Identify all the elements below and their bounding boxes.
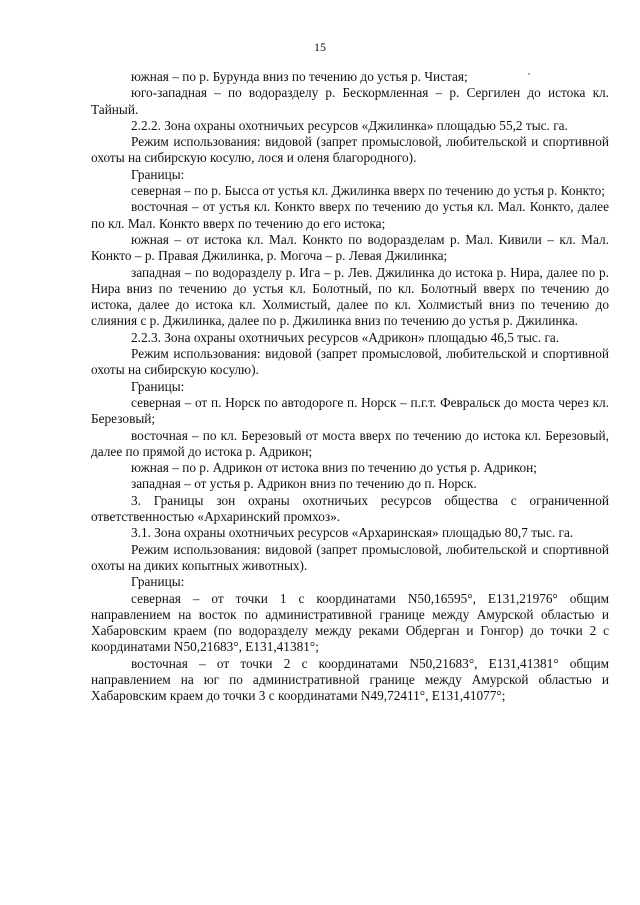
paragraph: 2.2.3. Зона охраны охотничьих ресурсов «Адрикон» площадью 46,5 тыс. га. <box>131 329 560 345</box>
paragraph: Границы: <box>131 574 185 590</box>
paragraph: Режим использования: видовой (запрет промысловой, любительской и спортивной охоты на сибирскую косулю). <box>91 346 609 378</box>
paragraph: северная – по р. Бысса от устья кл. Джилинка вверх по течению до устья р. Конкто; <box>131 183 605 199</box>
paragraph: восточная – по кл. Березовый от моста вверх по течению до истока кл. Березовый, далее по прямой до истока р. Адрикон; <box>91 427 609 459</box>
paragraph: юго-западная – по водоразделу р. Бескормленная – р. Сергилен до истока кл. Тайный. <box>91 85 609 117</box>
paragraph: 3. Границы зон охраны охотничьих ресурсов общества с ограниченной ответственностью «Архаринский промхоз». <box>91 492 609 525</box>
paragraph: западная – по водоразделу р. Ига – р. Лев. Джилинка до истока р. Нира, далее по р. Нира вниз по течению до устья кл. Болотный, по кл. Болотный вверх по течению до истока, далее до истока кл. Холмистый, далее по кл. Холмистый вниз по течению до слияния с р. Джилинка, далее по р. Джилинка вниз по течению до устья р. Джилинка. <box>91 264 609 329</box>
document-body <box>91 69 609 705</box>
paragraph: 2.2.2. Зона охраны охотничьих ресурсов «Джилинка» площадью 55,2 тыс. га. <box>131 117 568 133</box>
paragraph: западная – от устья р. Адрикон вниз по течению до п. Норск. <box>131 476 477 492</box>
paragraph: северная – от п. Норск по автодороге п. Норск – п.г.т. Февральск до моста через кл. Березовый; <box>91 394 609 427</box>
paragraph: Границы: <box>131 378 185 394</box>
paragraph: южная – от истока кл. Мал. Конкто по водоразделам р. Мал. Кивили – кл. Мал. Конкто – р. Правая Джилинка, р. Могоча – р. Левая Джилинка; <box>91 231 609 264</box>
paragraph: северная – от точки 1 с координатами N50,16595°, E131,21976° общим направлением на восток по административной границе между Амурской областью и Хабаровским краем (по водоразделу между реками Обдерган и Гонгор) до точки 2 с координатами N50,21683°, E131,41381°; <box>91 590 609 655</box>
paragraph: южная – по р. Бурунда вниз по течению до устья р. Чистая; <box>131 69 468 84</box>
paragraph: Режим использования: видовой (запрет промысловой, любительской и спортивной охоты на диких копытных животных). <box>91 541 609 573</box>
paragraph: восточная – от точки 2 с координатами N50,21683°, E131,41381° общим направлением на юг по административной границе между Амурской областью и Хабаровским краем до точки 3 с координатами N49,72411°, E131,41077°; <box>91 655 609 704</box>
paragraph: восточная – от устья кл. Конкто вверх по течению до устья кл. Мал. Конкто, далее по кл. Мал. Конкто вверх по течению до его истока; <box>91 199 609 231</box>
paragraph: Границы: <box>131 166 185 182</box>
page-number: 15 <box>314 40 326 54</box>
paragraph: 3.1. Зона охраны охотничьих ресурсов «Архаринская» площадью 80,7 тыс. га. <box>131 525 574 541</box>
paragraph: Режим использования: видовой (запрет промысловой, любительской и спортивной охоты на сибирскую косулю, лося и оленя благородного). <box>91 134 609 166</box>
paragraph: южная – по р. Адрикон от истока вниз по течению до устья р. Адрикон; <box>131 460 537 476</box>
